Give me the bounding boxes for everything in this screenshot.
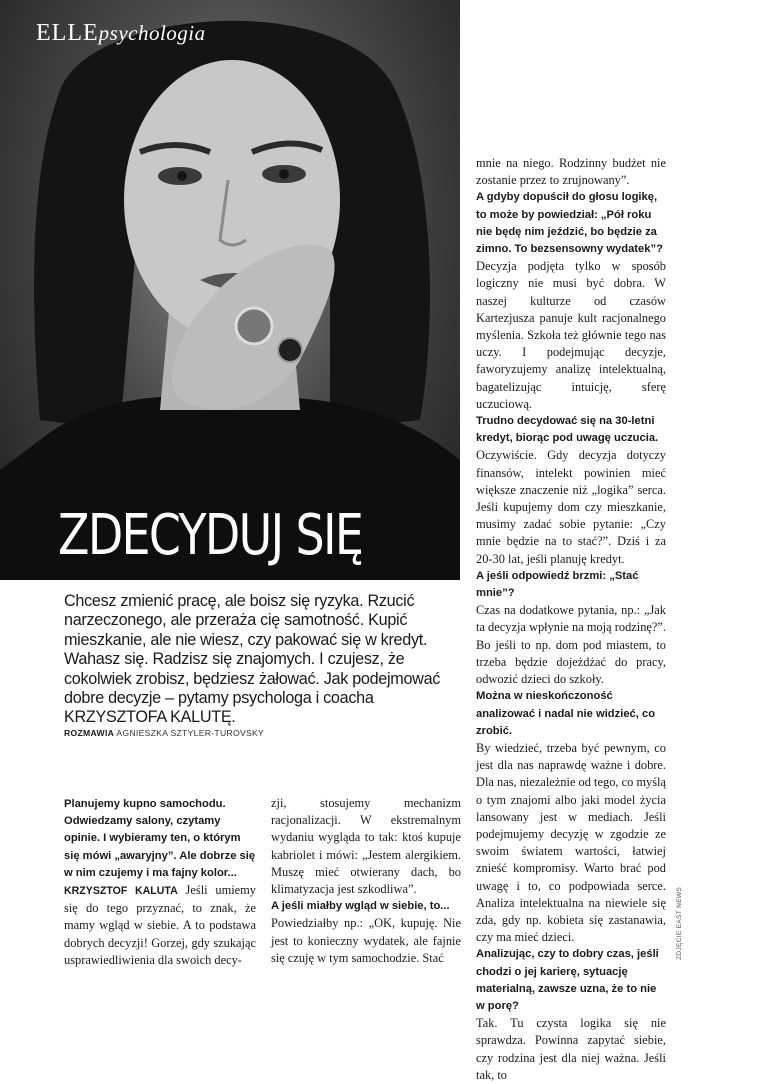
byline	[64, 728, 264, 738]
text-column-1	[64, 796, 256, 969]
portrait-photo	[0, 0, 460, 580]
question: Trudno decydować się na 30-letni kredyt, biorąc pod uwagę uczucia.	[476, 415, 659, 445]
answer: mnie na niego. Rodzinny budżet nie zostanie przez to zrujnowany”.	[476, 156, 666, 188]
question: Można w nieskończoność analizować i nadal nie widzieć, co zrobić.	[476, 690, 656, 737]
answer: By wiedzieć, trzeba być pewnym, co jest dla nas naprawdę ważne i dobre. Dla nas, niezależnie od tego, co myślą o tym znajomi albo jaki model życia lansowany jest w mediach. Jeśli podejmujemy decyzję w zgodzie ze swoim światem wartości, łatwiej znieść kompromisy. Warto brać pod uwagę i to, co podpowiada serce. Analiza intelektualna na niewiele się zda, gdy np. kobieta się zastanawia, czy ma mieć dzieci.	[476, 740, 666, 945]
photo-credit: ZDJĘCIE EAST NEWS	[676, 886, 683, 960]
question: Planujemy kupno samochodu. Odwiedzamy salony, czytamy opinie. I wybieramy ten, o którym się mówi „awaryjny”. Ale dobrze się w nim czujemy i ma fajny kolor...	[64, 798, 256, 879]
answer: Tak. Tu czysta logika się nie sprawdza. Powinna zapytać siebie, czy rodzina jest dla niej ważna. Jeśli tak, to	[476, 1016, 666, 1082]
byline-role: ROZMAWIA	[64, 728, 115, 738]
masthead-brand: ELLE	[36, 20, 99, 46]
byline-name: AGNIESZKA SZTYLER-TUROVSKY	[116, 728, 265, 738]
answer	[64, 882, 256, 969]
question: A jeśli miałby wgląd w siebie, to...	[271, 900, 450, 913]
magazine-masthead	[36, 20, 206, 47]
text-column-2	[271, 795, 461, 967]
question: A gdyby dopuścił do głosu logikę, to może by powiedział: „Pół roku nie będę nim jeździć, bo będzie za zimno. To bezsensowny wydatek”?	[476, 191, 663, 256]
answer-text: Jeśli umiemy się do tego przyznać, to znak, że mamy wgląd w siebie. A to podstawa dobrych decyzji! Gorzej, gdy szukając usprawiedliwienia dla swoich decy-	[64, 883, 256, 967]
question: Analizując, czy to dobry czas, jeśli chodzi o jej karierę, sytuację materialną, zawsze uzna, że to nie w porę?	[476, 948, 659, 1012]
article-headline: ZDECYDUJ SIĘ	[58, 503, 363, 568]
question: A jeśli odpowiedź brzmi: „Stać mnie”?	[476, 569, 639, 600]
answer: Czas na dodatkowe pytania, np.: „Jak ta decyzja wpłynie na moją rodzinę?”. Bo jeśli to np. dom pod miastem, to trzeba będzie dojeżdżać do pracy, odwozić dzieci do szkoły.	[476, 603, 666, 687]
answer: Oczywiście. Gdy decyzja dotyczy finansów, intelekt powinien mieć większe znaczenie niż „logika” serca. Jeśli kupujemy dom czy mieszkanie, musimy zadać sobie pytanie: „Czy mnie będzie na to stać?”. Dziś i za 20-30 lat, jeśli planuję kredyt.	[476, 448, 666, 566]
answer: Decyzja podjęta tylko w sposób logiczny nie musi być dobra. W naszej kulturze od czasów Kartezjusza panuje kult racjonalnego myślenia. Szkoła też głównie tego nas uczy. I podejmując decyzje, faworyzujemy analizę intelektualną, bagatelizując intuicję, sferę uczuciową.	[476, 259, 666, 411]
article-intro: Chcesz zmienić pracę, ale boisz się ryzyka. Rzucić narzeczonego, ale przeraża cię samotność. Kupić mieszkanie, ale nie wiesz, czy pakować się w kredyt. Wahasz się. Radzisz się znajomych. I czujesz, że cokolwiek zrobisz, będziesz żałować. Jak podejmować dobre decyzje – pytamy psychologa i coacha KRZYSZTOFA KALUTĘ.	[64, 592, 441, 727]
answer: Powiedziałby np.: „OK, kupuję. Nie jest to konieczny wydatek, ale fajnie się czuję w tym samochodzie. Stać	[271, 916, 461, 965]
speaker-name: KRZYSZTOF KALUTA	[64, 885, 178, 898]
text-column-3	[476, 155, 666, 1084]
portrait-illustration	[0, 0, 460, 580]
masthead-section: psychologia	[98, 21, 206, 45]
answer: zji, stosujemy mechanizm racjonalizacji. W ekstremalnym wydaniu wygląda to tak: ktoś kupuje kabriolet i mówi: „Jestem alergikiem. Muszę mieć otwierany dach, bo klimatyzacja jest szkodliwa”.	[271, 796, 461, 897]
